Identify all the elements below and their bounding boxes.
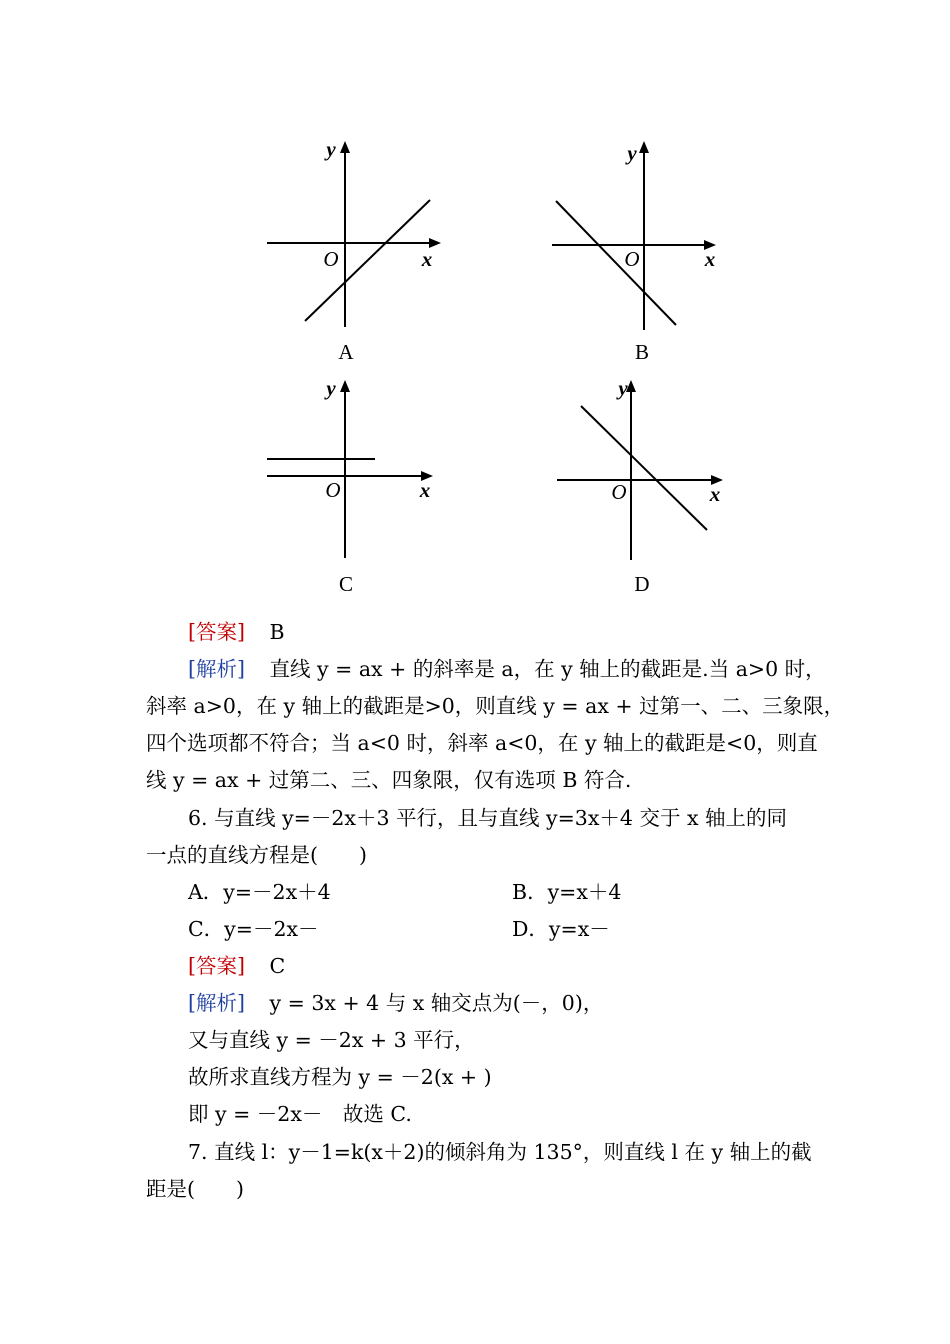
origin-label: O [624, 247, 640, 271]
graph-c-svg [255, 372, 455, 572]
figure-d [545, 372, 745, 576]
figure-c-label: C [338, 572, 353, 596]
answer-tag: [答案] [188, 954, 245, 978]
axis-y-label: y [326, 137, 336, 161]
axis-y-label: y [326, 376, 336, 400]
q6-analysis-line-2: 又与直线 y = －2x + 3 平行， [188, 1028, 475, 1052]
q6-analysis-line-1 [188, 985, 603, 1022]
q6-answer-row [188, 948, 285, 985]
figure-a-label: A [338, 340, 354, 364]
q5-analysis-line-1 [188, 651, 826, 688]
origin-label: O [325, 478, 341, 502]
analysis-tag: [解析] [188, 991, 245, 1015]
graph-line [581, 406, 707, 530]
answer-value: B [269, 620, 285, 644]
axis-x-label: x [709, 482, 721, 506]
figure-c [255, 372, 455, 576]
q6-option-b: B．y=x＋4 [512, 880, 622, 904]
origin-label: O [611, 480, 627, 504]
q6-stem-line-1: 6. 与直线 y=－2x＋3 平行，且与直线 y=3x＋4 交于 x 轴上的同 [188, 806, 788, 830]
axis-x-label: x [704, 247, 716, 271]
q5-analysis-line-2: 斜率 a>0，在 y 轴上的截距是>0，则直线 y = ax + 过第一、二、三象限， [146, 694, 845, 718]
answer-tag: [答案] [188, 620, 245, 644]
analysis-tag: [解析] [188, 657, 245, 681]
q7-stem-line-2: 距是( ) [146, 1177, 244, 1201]
q7-stem-line-1: 7. 直线 l：y－1=k(x＋2)的倾斜角为 135°，则直线 l 在 y 轴上的截 [188, 1140, 812, 1164]
axis-y-label: y [627, 141, 637, 165]
q6-option-c: C．y=－2x－ [188, 917, 319, 941]
graph-d-svg [545, 372, 745, 572]
axis-x-label: x [421, 247, 433, 271]
figure-b-label: B [634, 340, 649, 364]
q5-answer-row [188, 614, 285, 651]
origin-label: O [323, 247, 339, 271]
answer-value: C [269, 954, 286, 978]
analysis-text: y = 3x + 4 与 x 轴交点为(－，0)， [269, 991, 604, 1015]
figure-d-label: D [634, 572, 650, 596]
q5-analysis-line-4: 线 y = ax + 过第二、三、四象限，仅有选项 B 符合. [146, 768, 632, 792]
q6-analysis-line-4: 即 y = －2x－ 故选 C. [188, 1102, 412, 1126]
figure-a [255, 135, 455, 339]
q6-option-d: D．y=x－ [512, 917, 610, 941]
axis-y-label: y [618, 376, 628, 400]
q6-option-a: A．y=－2x＋4 [188, 880, 331, 904]
q6-stem-line-2: 一点的直线方程是( ) [146, 843, 367, 867]
analysis-text: 直线 y = ax + 的斜率是 a，在 y 轴上的截距是.当 a>0 时， [269, 657, 826, 681]
q5-analysis-line-3: 四个选项都不符合；当 a<0 时，斜率 a<0，在 y 轴上的截距是<0，则直 [146, 731, 818, 755]
q6-analysis-line-3: 故所求直线方程为 y = －2(x + ) [188, 1065, 492, 1089]
figure-b [540, 135, 740, 339]
graph-a-svg [255, 135, 455, 335]
axis-x-label: x [419, 478, 431, 502]
